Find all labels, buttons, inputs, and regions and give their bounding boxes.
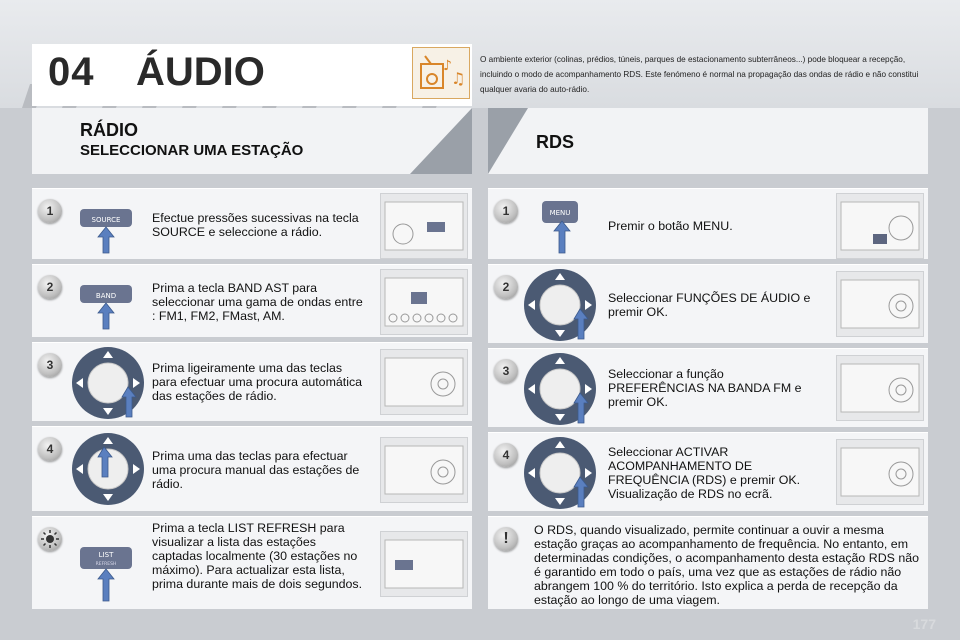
direction-pad-icon	[522, 351, 598, 432]
band-key-icon	[78, 279, 134, 336]
left-step-4-text: Prima uma das teclas para efectuar uma procura manual das estações de rádio.	[152, 449, 360, 491]
step-badge: 2	[38, 275, 62, 299]
radio-panel-thumbnail	[380, 531, 468, 597]
radio-panel-thumbnail	[836, 271, 924, 337]
right-step-2-text: Seleccionar FUNÇÕES DE ÁUDIO e premir OK.	[608, 291, 811, 319]
step-badge: 1	[494, 199, 518, 223]
step-badge: 1	[38, 199, 62, 223]
chapter-title: ÁUDIO	[136, 50, 265, 94]
section-title-radio: RÁDIO	[80, 120, 138, 140]
left-step-1-text: Efectue pressões sucessivas na tecla SOURCE e seleccione a rádio.	[152, 211, 359, 239]
right-step-4-text: Seleccionar ACTIVAR ACOMPANHAMENTO DE FREQUÊNCIA (RDS) e premir OK. Visualização de RDS no ecrã.	[608, 445, 801, 501]
menu-key-label: MENU	[549, 209, 571, 217]
chapter-number: 04	[48, 50, 95, 94]
refresh-key-sublabel: REFRESH	[95, 562, 117, 567]
right-step-1-card	[488, 188, 928, 259]
direction-pad-icon	[522, 267, 598, 348]
left-step-3-text: Prima ligeiramente uma das teclas para efectuar uma procura automática das estações de rádio.	[152, 361, 363, 403]
page-number: 177	[912, 616, 936, 632]
section-banner-radio	[32, 108, 472, 174]
right-warning-card	[488, 516, 928, 609]
banner-corner-right	[488, 108, 528, 174]
right-step-3-card	[488, 348, 928, 427]
svg-text:♪: ♪	[443, 58, 452, 74]
list-refresh-key-icon	[78, 541, 134, 610]
direction-pad-icon	[70, 431, 146, 512]
radio-panel-thumbnail	[380, 437, 468, 503]
menu-key-icon	[538, 195, 594, 260]
list-key-label: LIST	[98, 551, 114, 559]
radio-panel-thumbnail	[836, 193, 924, 259]
right-step-1-text: Premir o botão MENU.	[608, 219, 733, 233]
left-step-1-card	[32, 188, 472, 259]
direction-pad-icon	[522, 435, 598, 516]
step-badge: 3	[494, 359, 518, 383]
banner-corner	[410, 108, 472, 174]
header-note: O ambiente exterior (colinas, prédios, túneis, parques de estacionamento subterrâneos...) pode bloquear a recepção, incluindo o modo de acompanhamento RDS. Este fenómeno é normal na propagação das ondas de rádio e não constitui qualquer avaria do auto-rádio.	[480, 55, 919, 94]
left-step-2-card	[32, 264, 472, 337]
source-key-icon	[78, 203, 134, 260]
svg-text:♫: ♫	[451, 69, 466, 88]
right-step-4-card	[488, 432, 928, 511]
audio-music-icon	[412, 47, 470, 99]
step-badge: 4	[38, 437, 62, 461]
radio-panel-thumbnail	[380, 193, 468, 259]
left-tip-card	[32, 516, 472, 609]
radio-panel-thumbnail	[380, 349, 468, 415]
step-badge: 3	[38, 353, 62, 377]
right-step-2-card	[488, 264, 928, 343]
step-badge: 2	[494, 275, 518, 299]
source-key-label: SOURCE	[91, 216, 121, 224]
left-tip-text: Prima a tecla LIST REFRESH para visualizar a lista das estações captadas localmente (30 estações no máximo). Para actualizar esta lista, prima durante mais de dois segundos.	[152, 521, 363, 591]
tip-sun-icon	[38, 527, 62, 551]
direction-pad-icon	[70, 345, 146, 426]
left-step-3-card	[32, 342, 472, 421]
right-step-3-text: Seleccionar a função PREFERÊNCIAS NA BANDA FM e premir OK.	[608, 367, 802, 409]
section-title-rds: RDS	[536, 132, 575, 152]
left-step-4-card	[32, 426, 472, 511]
radio-panel-thumbnail	[836, 439, 924, 505]
right-warning-text: O RDS, quando visualizado, permite continuar a ouvir a mesma estação graças ao acompanhamento de frequência. No entanto, em determinadas condições, o acompanhamento desta estação RDS não é garantido em todo o país, uma vez que as estações de rádio não abrangem 100 % do território. Isto explica a perda de recepção da estação ao longo de uma viagem.	[534, 523, 920, 607]
step-badge: 4	[494, 443, 518, 467]
warning-icon: !	[494, 527, 518, 551]
radio-panel-thumbnail	[836, 355, 924, 421]
radio-panel-thumbnail	[380, 269, 468, 335]
left-step-2-text: Prima a tecla BAND AST para seleccionar uma gama de ondas entre : FM1, FM2, FMast, AM.	[152, 281, 363, 323]
band-key-label: BAND	[95, 292, 117, 300]
section-subtitle-radio: SELECCIONAR UMA ESTAÇÃO	[80, 142, 304, 159]
